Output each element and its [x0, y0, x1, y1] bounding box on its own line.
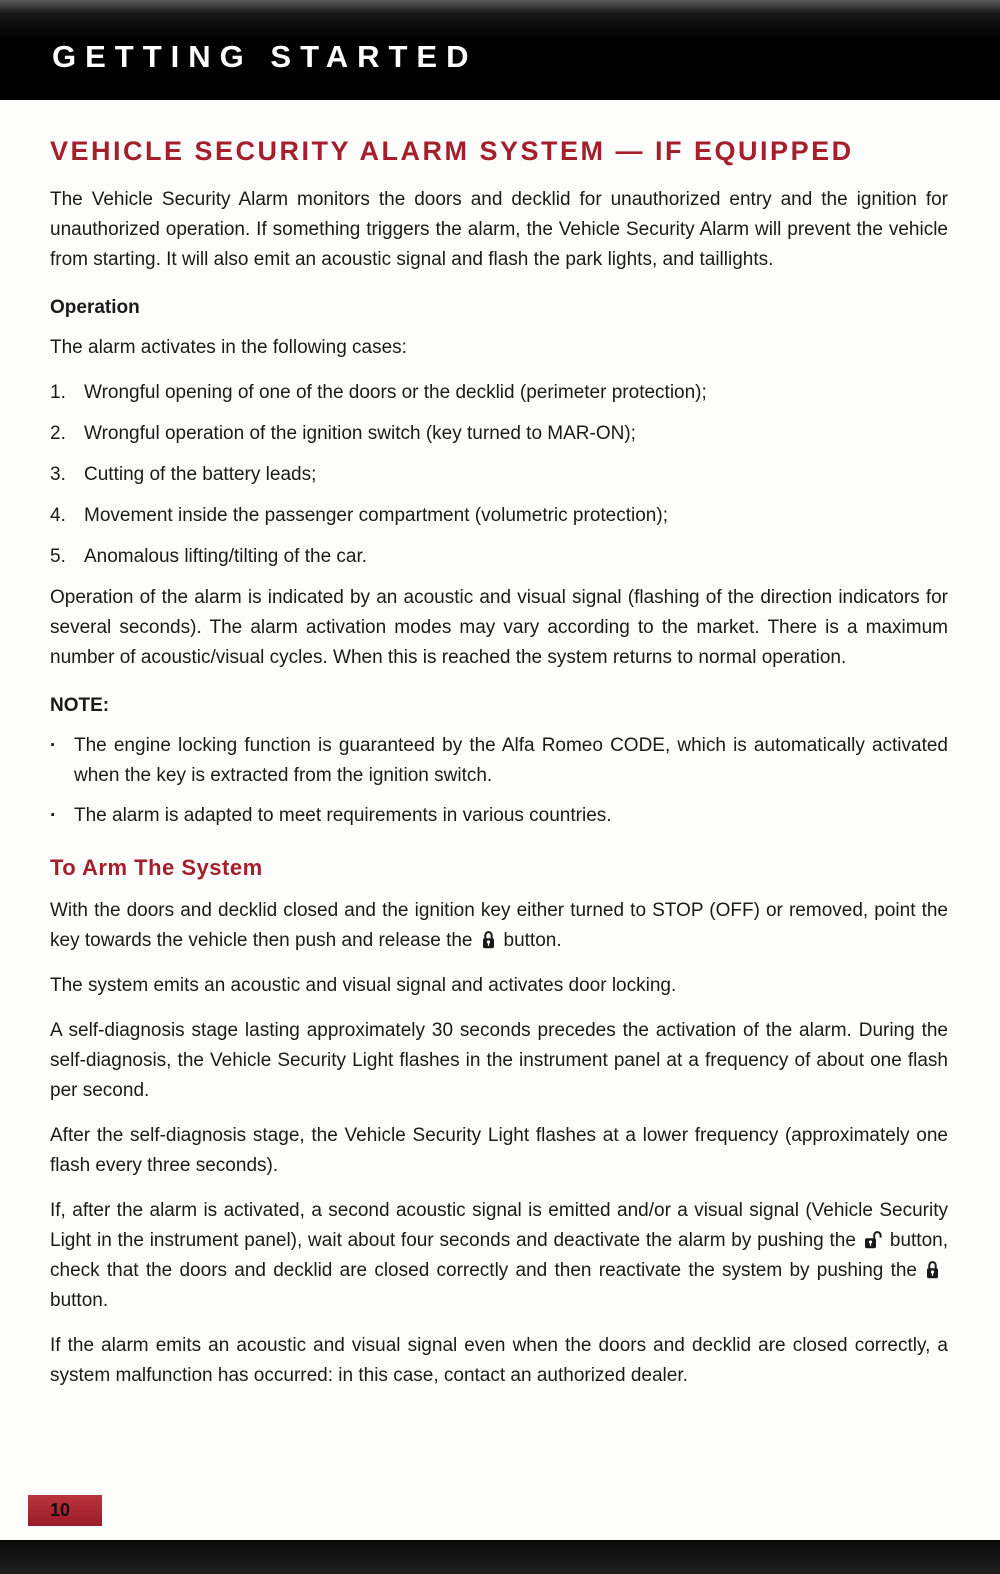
bullet-glyph: ·	[50, 735, 57, 756]
list-item	[50, 460, 948, 490]
arm-p5-mid: button, check that the doors and decklid are closed correctly and then reactivate the system by pushing the	[50, 1230, 948, 1281]
list-item-text: Wrongful opening of one of the doors or the decklid (perimeter protection);	[84, 382, 707, 403]
list-number: 5.	[50, 546, 66, 567]
list-item	[50, 378, 948, 408]
header-title: GETTING STARTED	[52, 39, 478, 74]
list-item-text: Movement inside the passenger compartment (volumetric protection);	[84, 505, 668, 526]
alarm-cases-list	[50, 378, 948, 572]
arm-paragraph-2: The system emits an acoustic and visual signal and activates door locking.	[50, 975, 677, 996]
arm-paragraph-4: After the self-diagnosis stage, the Vehicle Security Light flashes at a lower frequency (approximately one flash every three seconds).	[50, 1125, 948, 1176]
page-number-badge	[28, 1495, 102, 1526]
note-label: NOTE:	[50, 695, 110, 716]
note-list	[50, 731, 948, 831]
arm-p1-post: button.	[503, 930, 562, 951]
lock-closed-icon	[481, 930, 496, 949]
arm-p5-pre: If, after the alarm is activated, a second acoustic signal is emitted and/or a visual signal (Vehicle Security Light in the instrument panel), wait about four seconds and deactivate the alarm by pushing the	[50, 1200, 948, 1251]
note-item-text: The engine locking function is guaranteed by the Alfa Romeo CODE, which is automatically activated when the key is extracted from the ignition switch.	[74, 735, 948, 786]
list-item	[50, 542, 948, 572]
operation-summary: Operation of the alarm is indicated by an acoustic and visual signal (flashing of the direction indicators for several seconds). The alarm activation modes may vary according to the market. There is a maximum number of acoustic/visual cycles. When this is reached the system returns to normal operation.	[50, 587, 948, 668]
page-content	[0, 100, 1000, 1391]
lock-open-icon	[864, 1230, 882, 1249]
header-bar	[0, 0, 1000, 100]
arm-paragraph-5	[50, 1196, 948, 1316]
page-number: 10	[50, 1500, 71, 1520]
list-item	[50, 419, 948, 449]
list-number: 2.	[50, 423, 66, 444]
list-item-text: Anomalous lifting/tilting of the car.	[84, 546, 368, 567]
section-title: VEHICLE SECURITY ALARM SYSTEM — IF EQUIPPED	[50, 136, 854, 166]
arm-p1-pre: With the doors and decklid closed and the ignition key either turned to STOP (OFF) or removed, point the key towards the vehicle then push and release the	[50, 900, 948, 951]
lock-closed-icon	[925, 1260, 940, 1279]
arm-paragraph-1	[50, 896, 948, 956]
list-number: 3.	[50, 464, 66, 485]
intro-paragraph: The Vehicle Security Alarm monitors the doors and decklid for unauthorized entry and the ignition for unauthorized operation. If something triggers the alarm, the Vehicle Security Alarm will prevent the vehicle from starting. It will also emit an acoustic signal and flash the park lights, and taillights.	[50, 189, 948, 270]
list-item-text: Wrongful operation of the ignition switch (key turned to MAR-ON);	[84, 423, 636, 444]
arm-p5-post: button.	[50, 1290, 109, 1311]
bullet-glyph: ·	[50, 805, 57, 826]
operation-lead: The alarm activates in the following cases:	[50, 337, 407, 358]
arm-system-heading: To Arm The System	[50, 855, 263, 880]
list-item-text: Cutting of the battery leads;	[84, 464, 317, 485]
note-item	[50, 731, 948, 791]
operation-heading: Operation	[50, 297, 140, 318]
list-number: 1.	[50, 382, 66, 403]
arm-paragraph-6: If the alarm emits an acoustic and visual signal even when the doors and decklid are closed correctly, a system malfunction has occurred: in this case, contact an authorized dealer.	[50, 1335, 948, 1386]
list-item	[50, 501, 948, 531]
list-number: 4.	[50, 505, 66, 526]
footer-bar	[0, 1540, 1000, 1574]
note-item-text: The alarm is adapted to meet requirements in various countries.	[74, 805, 612, 826]
note-item	[50, 801, 948, 831]
arm-paragraph-3: A self-diagnosis stage lasting approximately 30 seconds precedes the activation of the alarm. During the self-diagnosis, the Vehicle Security Light flashes in the instrument panel at a frequency of about one flash per second.	[50, 1020, 948, 1101]
